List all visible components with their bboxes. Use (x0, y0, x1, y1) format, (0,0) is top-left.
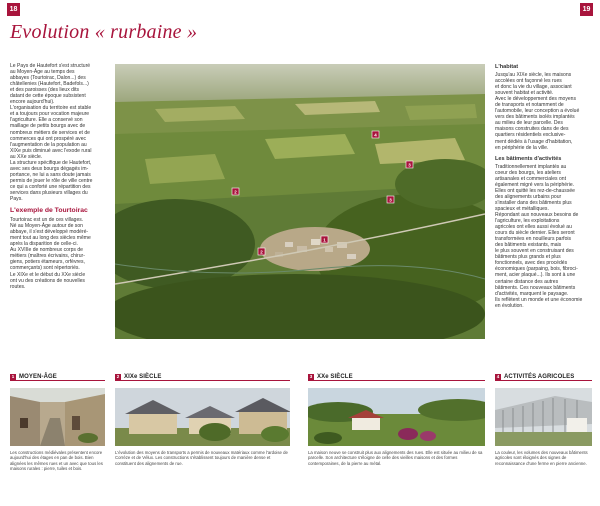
activity-line: bâtiments. Ces nouveaux bâtiments (495, 284, 576, 291)
activity-line: économiques (parpaing, bois, fibroci- (495, 266, 578, 273)
svg-text:2: 2 (260, 249, 263, 255)
intro-line: encore aujourd'hui). (10, 99, 55, 106)
activity-line: Répondant aux nouveaux besoins de (495, 211, 579, 218)
habitat-heading: L'habitat (495, 64, 519, 70)
photo-farm-buildings (495, 388, 592, 446)
photo-medieval-street (10, 388, 105, 446)
caption-1-label: MOYEN-ÂGE (19, 374, 57, 380)
activity-line: également migré vers la périphérie. (495, 181, 575, 188)
example-line: ment tout au long des siècles même (10, 235, 91, 242)
caption-2-rule (115, 380, 290, 381)
caption-4-text: La couleur, les volumes des nouveaux bâtiments agricoles sont éloignés des signes de reconnaissance d'une ferme en pierre ancienne. (495, 450, 588, 466)
intro-line: L'organisation du territoire est stable (10, 105, 92, 112)
caption-3-label: XXe SIÈCLE (317, 374, 353, 380)
intro-line: avec ses deux bourgs dégagés im- (10, 165, 89, 172)
example-heading: L'exemple de Tourtoirac (10, 207, 88, 215)
activity-line: certaine distance des autres (495, 278, 559, 285)
example-line: après la disparition de celle-ci. (10, 241, 78, 248)
habitat-line: Avec le développement des moyens (495, 96, 576, 103)
intro-line: au Moyen-Âge au temps des (10, 69, 75, 76)
intro-line: l'augmentation de la population au (10, 141, 87, 148)
activity-line: des alignements urbains pour (495, 193, 562, 200)
page-number-left: 18 (7, 3, 20, 16)
aerial-photo (115, 64, 485, 339)
habitat-line: l'automobile, leur conception a évolué (495, 108, 580, 115)
svg-text:2: 2 (234, 189, 237, 195)
caption-3-text: La maison neuve se construit plus aux alignements des rues. Elle est située au milieu de sa parcelle. Son architecture s'éloigne de celle des vieilles maisons et des formes contemporaines, de la pierre au métal. (308, 450, 483, 466)
activity-line: en évolution. (495, 302, 524, 309)
example-line: Né au Moyen-Âge autour de son (10, 223, 83, 230)
aerial-marker-2 (258, 248, 265, 255)
photo-19th-century-houses (115, 388, 290, 446)
example-line: commerçants) sont répertoriés. (10, 265, 80, 272)
aerial-marker-2b (232, 188, 239, 195)
aerial-marker-3b (387, 196, 394, 203)
activity-line: le plus souvent en construisant des (495, 248, 574, 255)
caption-2-text: L'évolution des moyens de transports a permis de nouveaux matériaux comme l'ardoise de Corrèze et de Vélux. Les constructions s'établissent toujours de manière dense et constituent des alignements de rue. (115, 450, 288, 466)
caption-1-text: Les constructions médiévales présentent encore aujourd'hui des étages en pan de bois. Bien alignées les mêmes rues et un avec que tous les maisons rurales : pierre, tuiles et bois. (10, 450, 103, 472)
intro-line: permis de jouer le rôle de ville centre (10, 177, 93, 184)
intro-line: Pays. (10, 196, 23, 203)
example-line: Tourtoirac est un de ces villages. (10, 217, 84, 224)
activity-line: agricoles ont elles aussi évolué au (495, 224, 572, 231)
page-number-right: 19 (580, 3, 593, 16)
example-line: routes. (10, 283, 26, 290)
intro-line: portance, ne lui a sans doute jamais (10, 171, 91, 178)
habitat-paragraph (495, 72, 593, 151)
caption-3-rule (308, 380, 485, 381)
activity-line: fonctionnels, avec des procédés (495, 260, 568, 267)
caption-4-label: ACTIVITÉS AGRICOLES (504, 374, 575, 380)
activity-line: des bâtiments existants, mais (495, 242, 562, 249)
habitat-line: quartiers résidentiels exclusive- (495, 132, 566, 139)
intro-line: au XXe siècle. (10, 153, 43, 160)
aerial-marker-1 (321, 236, 328, 243)
svg-text:3: 3 (408, 162, 411, 168)
caption-2-label: XIXe SIÈCLE (124, 374, 162, 380)
example-paragraph (10, 217, 105, 290)
activity-line: Traditionnellement implantés au (495, 163, 567, 170)
intro-line: Le Pays de Hautefort s'est structuré (10, 63, 91, 69)
intro-line: et a toujours pour vocation majeure (10, 111, 90, 118)
activity-line: Elles ont quitté les rez-de-chaussée (495, 187, 575, 194)
habitat-line: accolées ont façonné les rues (495, 78, 562, 85)
intro-line: et des paroisses (des lieux dits (10, 87, 80, 94)
caption-3-number: 3 (309, 374, 313, 379)
intro-line: datant de cette époque subsistent (10, 93, 86, 100)
habitat-line: ment dédiés à l'usage d'habitation, (495, 138, 573, 145)
habitat-line: en périphérie de la ville. (495, 144, 549, 151)
activity-line: artisanales et commerciales ont (495, 175, 566, 182)
intro-line: commerces qui ont prospéré avec (10, 135, 87, 142)
aerial-marker-4 (372, 131, 379, 138)
intro-line: services dans plusieurs villages du (10, 189, 88, 196)
habitat-line: au milieu de leur parcelle. Des (495, 120, 563, 127)
caption-1-number: 1 (11, 374, 15, 379)
activity-line: l'agriculture, les exploitations (495, 218, 560, 225)
activity-line: bâtiments plus grands et plus (495, 254, 561, 261)
habitat-line: souvent habitat et activité. (495, 90, 554, 97)
caption-2-number: 2 (116, 374, 120, 379)
aerial-marker-3 (406, 161, 413, 168)
activity-line: Ils reflètent un monde et une économie (495, 296, 583, 303)
activity-line: coeur des bourgs, les ateliers (495, 169, 561, 176)
activity-line: d'activités, marquent le paysage. (495, 290, 569, 297)
example-line: ont vu des créations de nouvelles (10, 277, 85, 284)
intro-line: abbayes (Tourtoirac, Dalon...) des (10, 75, 86, 82)
activity-line: spacieux et métalliques. (495, 205, 549, 212)
example-line: abbaye, il s'est développé modéré- (10, 229, 89, 236)
habitat-line: maisons construites dans de des (495, 126, 569, 133)
svg-text:3: 3 (389, 197, 392, 203)
activity-heading: Les bâtiments d'activités (495, 155, 562, 162)
intro-line: maillage de petits bourgs avec de (10, 123, 86, 130)
intro-line: nombreux métiers de services et de (10, 129, 90, 136)
svg-text:1: 1 (323, 237, 326, 243)
caption-4-rule (495, 380, 592, 381)
habitat-line: et donc la vie du village, associant (495, 84, 572, 91)
example-line: métiers (maîtres écrivains, chirur- (10, 253, 85, 260)
intro-line: châtellenies (Hautefort, Badefols...) (10, 81, 89, 88)
page-title: Evolution « rurbaine » (10, 21, 198, 43)
right-text-column (495, 64, 593, 309)
example-line: giens, potiers étameurs, orfèvres, (10, 259, 85, 266)
svg-text:4: 4 (374, 132, 377, 138)
intro-line: ce qui a conforté une répartition des (10, 183, 91, 190)
example-line: Le XIXe et le début du XXe siècle (10, 271, 86, 278)
habitat-line: vers des bâtiments isolés implantés (495, 114, 575, 121)
activity-line: cours du siècle dernier. Elles seront (495, 230, 575, 237)
intro-line: XIXe puis diminué avec l'exode rural (10, 147, 92, 154)
activity-line: transformées en nouilleurs parfois (495, 236, 572, 243)
activity-paragraph (495, 164, 593, 309)
habitat-line: Jusqu'au XIXe siècle, les maisons (495, 72, 572, 78)
caption-4-number: 4 (496, 374, 500, 379)
intro-line: l'agriculture. Elle a conservé son (10, 117, 83, 124)
intro-line: La structure spécifique de Hautefort, (10, 159, 92, 166)
intro-paragraph (10, 63, 105, 202)
photo-20th-century-house (308, 388, 485, 446)
habitat-line: de transports et notamment de (495, 102, 564, 109)
example-line: Au XVIIIe de nombreux corps de (10, 247, 83, 254)
activity-line: ment, acier plaqué...). Ils sont à une (495, 272, 576, 279)
left-text-column (10, 63, 105, 290)
caption-1-rule (10, 380, 105, 381)
activity-line: s'installer dans des bâtiments plus (495, 199, 572, 206)
